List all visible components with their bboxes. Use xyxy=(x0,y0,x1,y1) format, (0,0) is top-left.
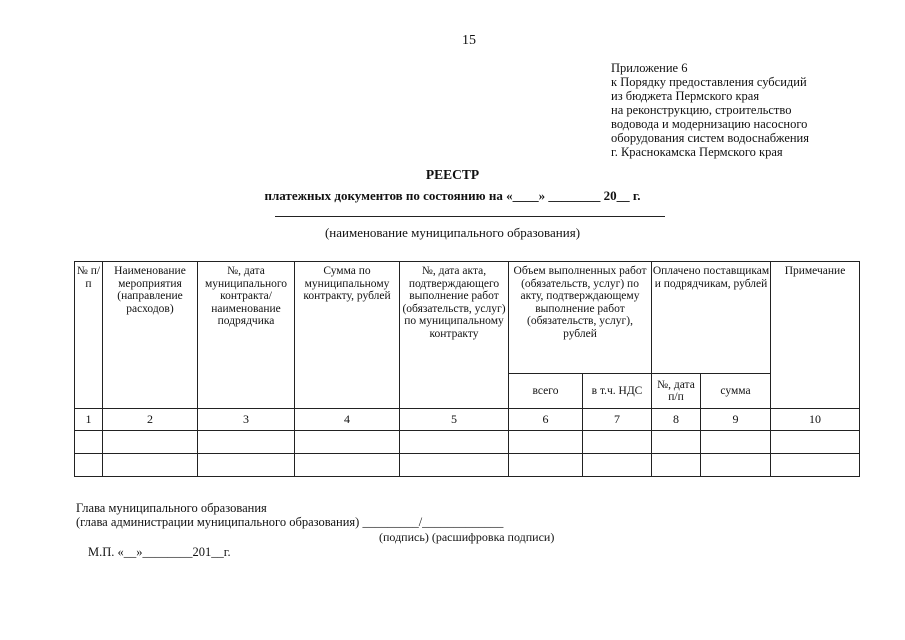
appendix-line: Приложение 6 xyxy=(611,61,688,75)
signatory-title: Глава муниципального образования xyxy=(76,501,267,515)
table-row xyxy=(75,431,860,454)
table-cell xyxy=(583,454,652,477)
stamp-date-line: М.П. «__»________201__г. xyxy=(88,545,231,559)
table-cell xyxy=(701,454,771,477)
header-total: всего xyxy=(509,374,583,409)
header-contract: №, дата муниципального контракта/ наименование подрядчика xyxy=(198,262,295,409)
table-cell xyxy=(295,454,400,477)
column-number: 7 xyxy=(583,409,652,431)
header-vat: в т.ч. НДС xyxy=(583,374,652,409)
document-title: РЕЕСТР xyxy=(425,167,480,182)
column-number: 8 xyxy=(652,409,701,431)
table-cell xyxy=(75,454,103,477)
table-cell xyxy=(198,431,295,454)
document-subtitle: платежных документов по состоянию на «____» ________ 20__ г. xyxy=(264,188,641,203)
appendix-line: к Порядку предоставления субсидий xyxy=(611,75,807,89)
appendix-line: водовода и модернизацию насосного xyxy=(611,117,808,131)
municipality-blank-line xyxy=(275,216,665,217)
table-cell xyxy=(509,454,583,477)
column-number: 9 xyxy=(701,409,771,431)
header-work-volume: Объем выполненных работ (обязательств, услуг) по акту, подтверждающему выполнение работ (обязательств, услуг), рублей xyxy=(509,262,652,374)
header-payment-order: №, дата п/п xyxy=(652,374,701,409)
appendix-note xyxy=(611,61,809,159)
table-cell xyxy=(400,454,509,477)
appendix-line: из бюджета Пермского края xyxy=(611,89,760,103)
table-cell xyxy=(103,431,198,454)
column-number: 1 xyxy=(75,409,103,431)
header-activity-name: Наименование мероприятия (направление расходов) xyxy=(103,262,198,409)
header-act: №, дата акта, подтверждающего выполнение работ (обязательств, услуг) по муниципальному контракту xyxy=(400,262,509,409)
registry-table xyxy=(74,261,860,477)
column-number: 2 xyxy=(103,409,198,431)
column-number: 4 xyxy=(295,409,400,431)
table-cell xyxy=(652,431,701,454)
table-cell xyxy=(103,454,198,477)
signatory-subtitle: (глава администрации муниципального образования) _________/_____________ xyxy=(76,515,504,529)
column-number: 10 xyxy=(771,409,860,431)
column-number: 3 xyxy=(198,409,295,431)
appendix-line: оборудования систем водоснабжения xyxy=(611,131,809,145)
column-number: 6 xyxy=(509,409,583,431)
table-cell xyxy=(583,431,652,454)
header-sum: сумма xyxy=(701,374,771,409)
header-paid: Оплачено поставщикам и подрядчикам, рублей xyxy=(652,262,771,374)
page-number: 15 xyxy=(462,33,476,48)
signature-caption: (подпись) (расшифровка подписи) xyxy=(379,530,555,544)
table-cell xyxy=(652,454,701,477)
appendix-line: на реконструкцию, строительство xyxy=(611,103,792,117)
header-row-number: № п/п xyxy=(75,262,103,409)
table-cell xyxy=(198,454,295,477)
table-row xyxy=(75,454,860,477)
table-cell xyxy=(509,431,583,454)
table-cell xyxy=(400,431,509,454)
column-number: 5 xyxy=(400,409,509,431)
table-cell xyxy=(701,431,771,454)
appendix-line: г. Краснокамска Пермского края xyxy=(611,145,783,159)
table-cell xyxy=(295,431,400,454)
header-note: Примечание xyxy=(771,262,860,409)
table-cell xyxy=(771,431,860,454)
municipality-caption: (наименование муниципального образования) xyxy=(324,225,581,240)
header-contract-sum: Сумма по муниципальному контракту, рублей xyxy=(295,262,400,409)
table-cell xyxy=(75,431,103,454)
table-cell xyxy=(771,454,860,477)
